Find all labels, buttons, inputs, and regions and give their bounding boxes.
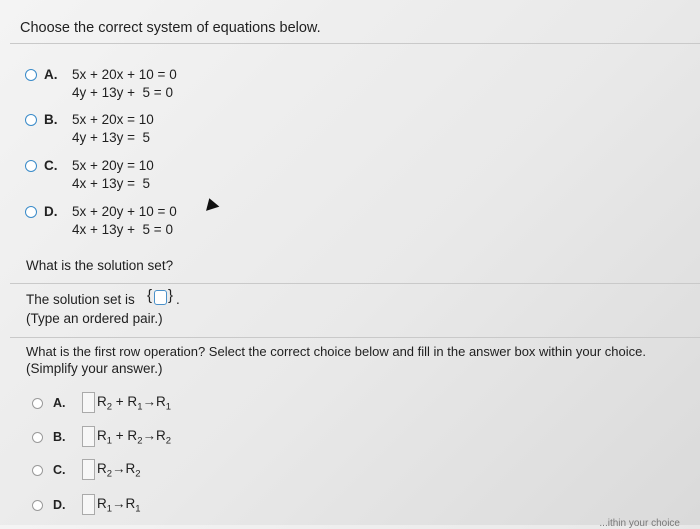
radio-c[interactable] — [25, 160, 37, 172]
divider — [10, 337, 700, 338]
mouse-pointer-icon — [203, 196, 220, 211]
equation-line: 4y + 13y + 5 = 0 — [72, 85, 173, 100]
close-brace: } — [168, 287, 174, 304]
choice-letter: D. — [53, 498, 66, 512]
equation-line: 5x + 20x + 10 = 0 — [72, 67, 177, 82]
answer-box[interactable] — [82, 426, 95, 447]
row-operation-expression: $R_2 + R_1\to R_1$ — [97, 394, 172, 413]
solution-hint: (Type an ordered pair.) — [26, 311, 163, 326]
equation-line: 4y + 13y = 5 — [72, 130, 151, 145]
choice-letter: C. — [44, 158, 58, 173]
choice-letter: C. — [53, 463, 66, 477]
open-brace: { — [147, 287, 153, 304]
radio-row-b[interactable] — [32, 432, 43, 443]
choice-letter: B. — [44, 112, 58, 127]
equation-line: 5x + 20x = 10 — [72, 112, 154, 127]
radio-row-c[interactable] — [32, 465, 43, 476]
solution-set-label: The solution set is — [26, 292, 135, 307]
radio-b[interactable] — [25, 114, 37, 126]
row-operation-hint: (Simplify your answer.) — [26, 361, 163, 376]
solution-suffix: . — [176, 292, 180, 307]
radio-d[interactable] — [25, 206, 37, 218]
row-operation-prompt: What is the first row operation? Select the correct choice below and fill in the answer box within your choice. — [26, 344, 646, 359]
solution-input-box[interactable] — [154, 290, 167, 305]
radio-row-d[interactable] — [32, 500, 43, 511]
row-operation-expression: $R_1 + R_2\to R_2$ — [97, 428, 172, 447]
choice-letter: A. — [44, 67, 58, 82]
answer-box[interactable] — [82, 392, 95, 413]
radio-a[interactable] — [25, 69, 37, 81]
answer-box[interactable] — [82, 459, 95, 480]
equation-line: 4x + 13y + 5 = 0 — [72, 222, 173, 237]
solution-set-prompt: What is the solution set? — [26, 258, 174, 273]
equation-line: 4x + 13y = 5 — [72, 176, 151, 191]
row-operation-expression: $R_2\to R_2$ — [97, 461, 141, 480]
row-operation-expression: $R_1\to R_1$ — [97, 496, 141, 515]
equation-line: 5x + 20y + 10 = 0 — [72, 204, 177, 219]
radio-row-a[interactable] — [32, 398, 43, 409]
choice-letter: B. — [53, 430, 66, 444]
choice-letter: D. — [44, 204, 58, 219]
answer-box[interactable] — [82, 494, 95, 515]
cut-off-footer-text: ...ithin your choice — [599, 518, 680, 529]
choice-letter: A. — [53, 396, 66, 410]
divider — [10, 283, 700, 284]
solution-set-answer[interactable] — [147, 289, 173, 306]
equation-line: 5x + 20y = 10 — [72, 158, 154, 173]
divider — [10, 43, 700, 44]
question-prompt: Choose the correct system of equations below. — [20, 20, 321, 36]
